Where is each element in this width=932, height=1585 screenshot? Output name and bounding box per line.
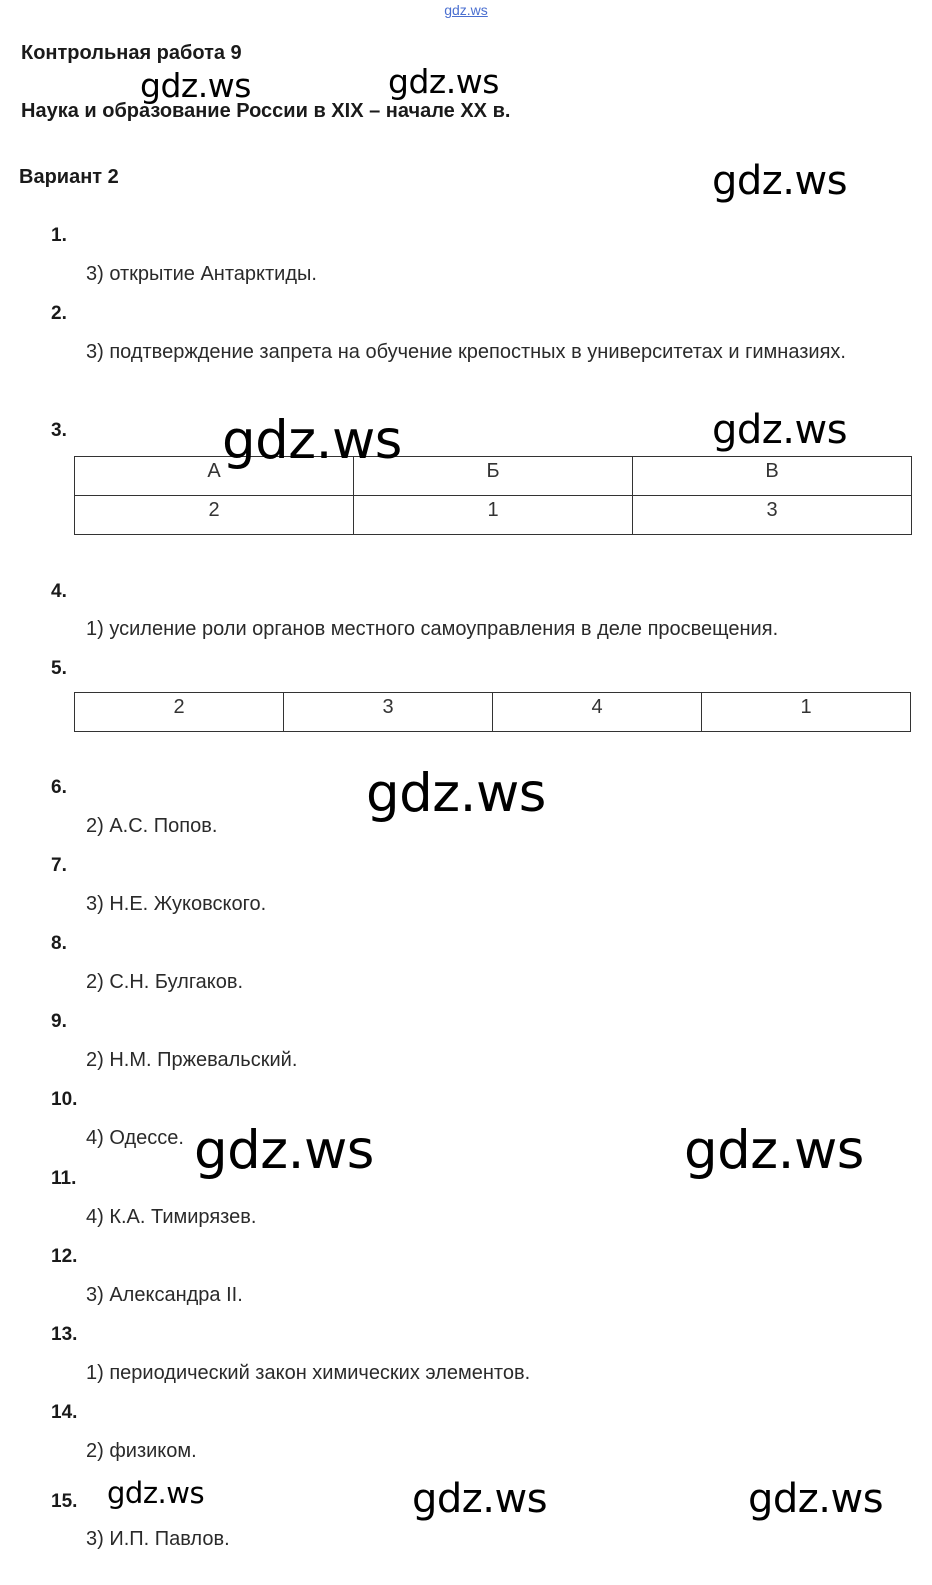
watermark: gdz.ws (222, 410, 402, 471)
watermark: gdz.ws (712, 158, 848, 204)
question-number: 11. (51, 1168, 77, 1189)
question-answer: 4) К.А. Тимирязев. (86, 1206, 257, 1228)
table-header-cell: Б (354, 457, 633, 496)
question-number: 10. (51, 1089, 78, 1110)
table-cell: 1 (702, 693, 911, 732)
table-cell: 2 (75, 693, 284, 732)
watermark: gdz.ws (712, 407, 848, 453)
watermark: gdz.ws (412, 1476, 548, 1522)
question-number: 13. (51, 1324, 78, 1345)
question-number: 9. (51, 1011, 67, 1032)
table-cell: 3 (284, 693, 493, 732)
watermark: gdz.ws (388, 62, 499, 101)
question-number: 4. (51, 581, 67, 602)
watermark: gdz.ws (107, 1476, 205, 1510)
question-answer: 3) Александра II. (86, 1284, 243, 1306)
table-header-cell: А (75, 457, 354, 496)
watermark: gdz.ws (194, 1120, 374, 1181)
watermark: gdz.ws (684, 1120, 864, 1181)
question-answer: 2) Н.М. Пржевальский. (86, 1049, 298, 1071)
question-number: 6. (51, 777, 67, 798)
page-subtitle: Наука и образование России в XIX – начале XX в. (21, 100, 511, 122)
question-answer: 2) А.С. Попов. (86, 815, 218, 837)
variant-label: Вариант 2 (19, 166, 119, 188)
question-answer: 3) Н.Е. Жуковского. (86, 893, 267, 915)
question-number: 14. (51, 1402, 78, 1423)
question-number: 2. (51, 303, 67, 324)
page-title: Контрольная работа 9 (21, 42, 242, 64)
question-answer: 1) усиление роли органов местного самоуправления в деле просвещения. (86, 618, 779, 640)
question-answer: 4) Одессе. (86, 1127, 184, 1149)
question-answer: 2) физиком. (86, 1440, 197, 1462)
question-number: 7. (51, 855, 67, 876)
table-cell: 2 (75, 496, 354, 535)
table-cell: 4 (493, 693, 702, 732)
answer-table-3 (74, 456, 912, 535)
watermark: gdz.ws (140, 66, 251, 105)
table-header-cell: В (633, 457, 912, 496)
question-number: 8. (51, 933, 67, 954)
question-number: 3. (51, 420, 67, 441)
question-answer: 3) И.П. Павлов. (86, 1528, 230, 1550)
question-answer: 1) периодический закон химических элементов. (86, 1362, 531, 1384)
question-answer: 3) открытие Антарктиды. (86, 263, 317, 285)
question-answer: 2) С.Н. Булгаков. (86, 971, 244, 993)
question-number: 15. (51, 1491, 78, 1512)
question-answer: 3) подтверждение запрета на обучение крепостных в университетах и гимназиях. (86, 341, 846, 363)
table-cell: 1 (354, 496, 633, 535)
watermark: gdz.ws (366, 763, 546, 824)
question-number: 1. (51, 225, 67, 246)
answer-table-5 (74, 692, 911, 732)
question-number: 5. (51, 658, 67, 679)
watermark: gdz.ws (748, 1476, 884, 1522)
question-number: 12. (51, 1246, 78, 1267)
table-cell: 3 (633, 496, 912, 535)
top-site-link[interactable]: gdz.ws (444, 2, 488, 18)
